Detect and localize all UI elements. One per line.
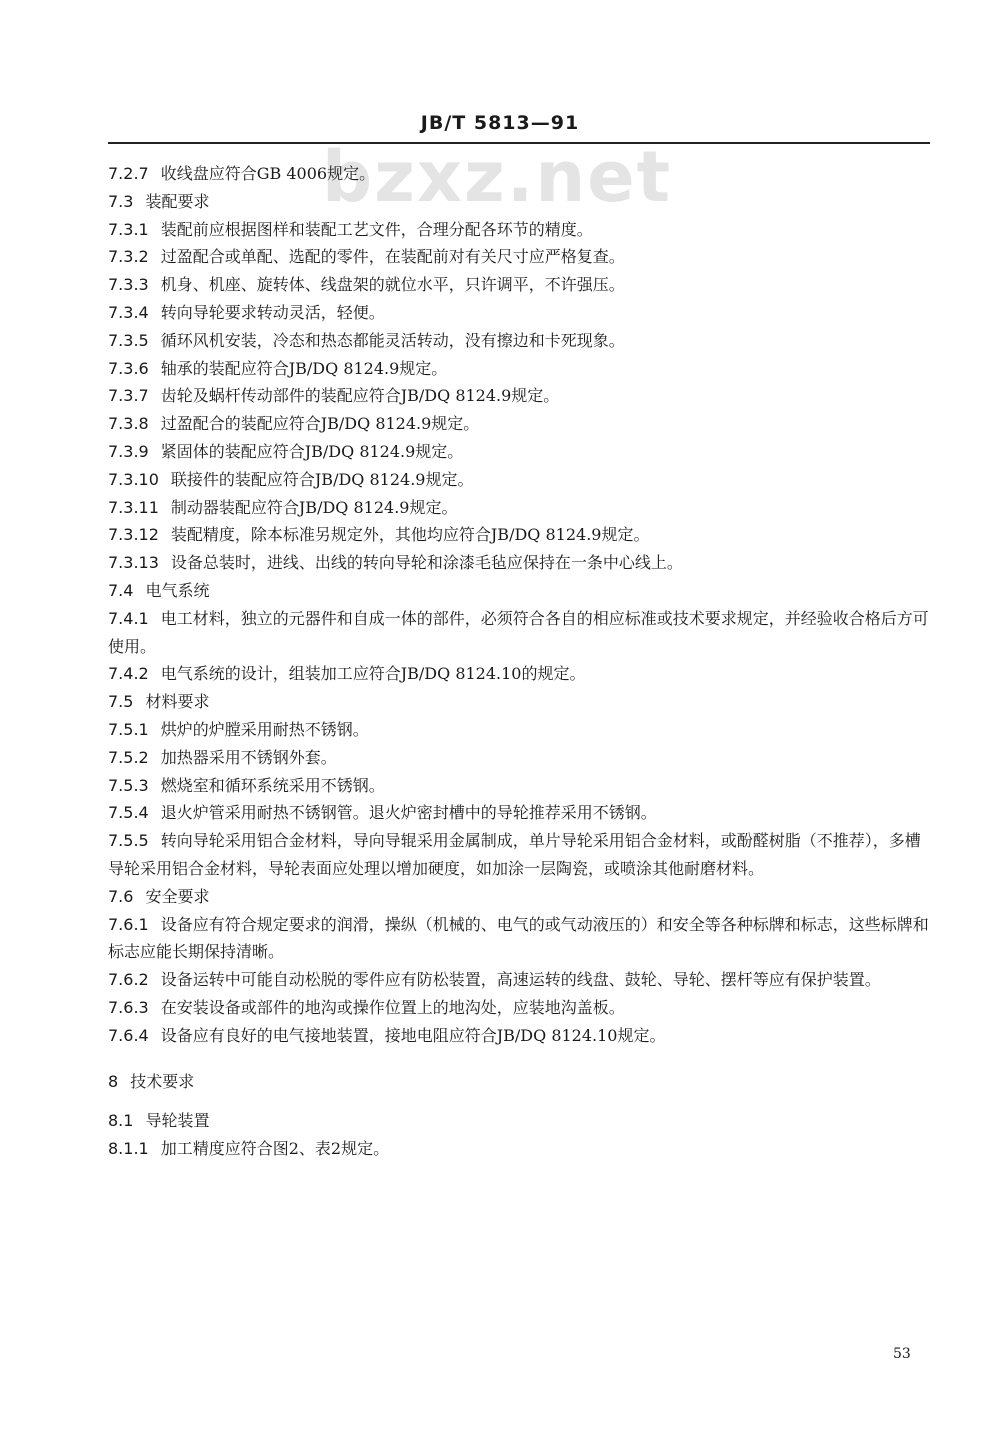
clause-number: 7.5 bbox=[108, 692, 134, 712]
clause-7-6-3 bbox=[108, 994, 930, 1022]
clause-text: 设备应有符合规定要求的润滑，操纵（机械的、电气的或气动液压的）和安全等各种标牌和标志，这些标牌和标志应能长期保持清晰。 bbox=[108, 914, 929, 962]
spacer bbox=[108, 1050, 930, 1068]
clause-number: 7.3.9 bbox=[108, 441, 149, 461]
clause-7-3-12 bbox=[108, 521, 930, 549]
clause-number: 7.6.4 bbox=[108, 1025, 149, 1045]
clause-8-1-1 bbox=[108, 1135, 930, 1163]
clause-number: 7.3.5 bbox=[108, 330, 149, 350]
header-rule bbox=[108, 142, 930, 144]
spacer bbox=[108, 1095, 930, 1107]
clause-number: 7.2.7 bbox=[108, 164, 149, 183]
clause-7-6-1 bbox=[108, 911, 930, 967]
clause-text: 设备总装时，进线、出线的转向导轮和涂漆毛毡应保持在一条中心线上。 bbox=[170, 553, 683, 573]
clause-7-3-10 bbox=[108, 466, 930, 494]
page-number: 53 bbox=[893, 1346, 911, 1362]
clause-7-5-5 bbox=[108, 827, 930, 883]
clause-7-5-2 bbox=[108, 744, 930, 772]
clause-7-2-7 bbox=[108, 160, 930, 188]
clause-text: 收线盘应符合GB 4006规定。 bbox=[160, 164, 376, 183]
clause-text: 加热器采用不锈钢外套。 bbox=[160, 747, 337, 767]
clause-text: 设备应有良好的电气接地装置，接地电阻应符合JB/DQ 8124.10规定。 bbox=[160, 1025, 666, 1045]
section-heading: 安全要求 bbox=[145, 886, 210, 906]
clause-number: 7.4 bbox=[108, 580, 134, 600]
clause-text: 退火炉管采用耐热不锈钢管。退火炉密封槽中的导轮推荐采用不锈钢。 bbox=[160, 803, 657, 823]
clause-number: 7.3.4 bbox=[108, 302, 149, 322]
clause-number: 7.5.3 bbox=[108, 775, 149, 795]
clause-number: 7.3.12 bbox=[108, 525, 159, 545]
clause-number: 8.1.1 bbox=[108, 1139, 149, 1159]
clause-7-3-13 bbox=[108, 549, 930, 577]
section-7-5 bbox=[108, 688, 930, 716]
clause-text: 电气系统的设计，组装加工应符合JB/DQ 8124.10的规定。 bbox=[160, 664, 586, 684]
clause-text: 在安装设备或部件的地沟或操作位置上的地沟处，应装地沟盖板。 bbox=[160, 997, 625, 1017]
section-heading: 电气系统 bbox=[145, 580, 210, 600]
clause-number: 7.3.1 bbox=[108, 219, 149, 239]
clause-7-3-6 bbox=[108, 355, 930, 383]
clause-number: 7.3.10 bbox=[108, 469, 159, 489]
section-7-3 bbox=[108, 188, 930, 216]
clause-number: 7.3.6 bbox=[108, 358, 149, 378]
clause-number: 7.5.4 bbox=[108, 803, 149, 823]
clause-7-6-4 bbox=[108, 1022, 930, 1050]
chapter-8 bbox=[108, 1068, 930, 1096]
clause-number: 7.3.3 bbox=[108, 275, 149, 295]
section-heading: 导轮装置 bbox=[145, 1111, 210, 1131]
section-7-4 bbox=[108, 577, 930, 605]
clause-7-3-11 bbox=[108, 494, 930, 522]
clause-number: 7.5.5 bbox=[108, 831, 149, 851]
clause-text: 转向导轮要求转动灵活，轻便。 bbox=[160, 302, 385, 322]
clause-text: 转向导轮采用铝合金材料，导向导辊采用金属制成，单片导轮采用铝合金材料，或酚醛树脂（不推荐），多槽导轮采用铝合金材料，导轮表面应处理以增加硬度，如加涂一层陶瓷，或喷涂其他耐磨材料。 bbox=[108, 831, 921, 878]
clause-number: 7.6.2 bbox=[108, 970, 149, 990]
clause-number: 7.6 bbox=[108, 886, 134, 906]
page-header: JB/T 5813—91 bbox=[420, 112, 580, 134]
chapter-heading: 技术要求 bbox=[130, 1071, 195, 1091]
section-7-6 bbox=[108, 883, 930, 911]
section-heading: 装配要求 bbox=[145, 191, 210, 211]
watermark: bzxz.net bbox=[322, 136, 673, 218]
clause-text: 过盈配合的装配应符合JB/DQ 8124.9规定。 bbox=[160, 414, 480, 434]
clause-number: 7.6.1 bbox=[108, 914, 149, 934]
clause-7-3-8 bbox=[108, 410, 930, 438]
clause-7-3-1 bbox=[108, 216, 930, 244]
clause-number: 7.3.11 bbox=[108, 497, 159, 517]
clause-text: 紧固体的装配应符合JB/DQ 8124.9规定。 bbox=[160, 441, 464, 461]
clause-7-3-2 bbox=[108, 243, 930, 271]
clause-7-4-2 bbox=[108, 660, 930, 688]
clause-text: 制动器装配应符合JB/DQ 8124.9规定。 bbox=[170, 497, 458, 517]
clause-7-5-3 bbox=[108, 772, 930, 800]
document-body bbox=[108, 160, 930, 1163]
clause-text: 齿轮及蜗杆传动部件的装配应符合JB/DQ 8124.9规定。 bbox=[160, 386, 560, 406]
clause-7-5-1 bbox=[108, 716, 930, 744]
clause-text: 装配前应根据图样和装配工艺文件，合理分配各环节的精度。 bbox=[160, 219, 593, 239]
clause-7-4-1 bbox=[108, 605, 930, 661]
clause-number: 7.3.2 bbox=[108, 247, 149, 267]
clause-number: 7.5.1 bbox=[108, 719, 149, 739]
clause-number: 8 bbox=[108, 1071, 119, 1091]
clause-text: 加工精度应符合图2、表2规定。 bbox=[160, 1139, 390, 1159]
clause-text: 过盈配合或单配、选配的零件，在装配前对有关尺寸应严格复查。 bbox=[160, 247, 625, 267]
clause-number: 7.4.2 bbox=[108, 664, 149, 684]
clause-number: 7.3.13 bbox=[108, 553, 159, 573]
clause-text: 循环风机安装，冷态和热态都能灵活转动，没有擦边和卡死现象。 bbox=[160, 330, 625, 350]
clause-number: 7.5.2 bbox=[108, 747, 149, 767]
clause-7-3-7 bbox=[108, 382, 930, 410]
clause-number: 7.6.3 bbox=[108, 997, 149, 1017]
clause-text: 装配精度，除本标准另规定外，其他均应符合JB/DQ 8124.9规定。 bbox=[170, 525, 650, 545]
clause-text: 电工材料，独立的元器件和自成一体的部件，必须符合各自的相应标准或技术要求规定，并经验收合格后方可使用。 bbox=[108, 608, 929, 656]
clause-number: 7.4.1 bbox=[108, 608, 149, 628]
clause-text: 机身、机座、旋转体、线盘架的就位水平，只许调平，不许强压。 bbox=[160, 275, 625, 295]
clause-7-3-3 bbox=[108, 271, 930, 299]
clause-text: 烘炉的炉膛采用耐热不锈钢。 bbox=[160, 719, 369, 739]
clause-7-5-4 bbox=[108, 799, 930, 827]
clause-7-6-2 bbox=[108, 966, 930, 994]
clause-text: 燃烧室和循环系统采用不锈钢。 bbox=[160, 775, 385, 795]
clause-7-3-4 bbox=[108, 299, 930, 327]
clause-text: 轴承的装配应符合JB/DQ 8124.9规定。 bbox=[160, 358, 448, 378]
clause-7-3-5 bbox=[108, 327, 930, 355]
clause-number: 7.3.8 bbox=[108, 414, 149, 434]
section-heading: 材料要求 bbox=[145, 692, 210, 712]
clause-number: 7.3.7 bbox=[108, 386, 149, 406]
clause-text: 联接件的装配应符合JB/DQ 8124.9规定。 bbox=[170, 469, 474, 489]
clause-7-3-9 bbox=[108, 438, 930, 466]
clause-text: 设备运转中可能自动松脱的零件应有防松装置，高速运转的线盘、鼓轮、导轮、摆杆等应有保护装置。 bbox=[160, 970, 881, 990]
clause-number: 7.3 bbox=[108, 191, 134, 211]
clause-number: 8.1 bbox=[108, 1111, 134, 1131]
section-8-1 bbox=[108, 1107, 930, 1135]
